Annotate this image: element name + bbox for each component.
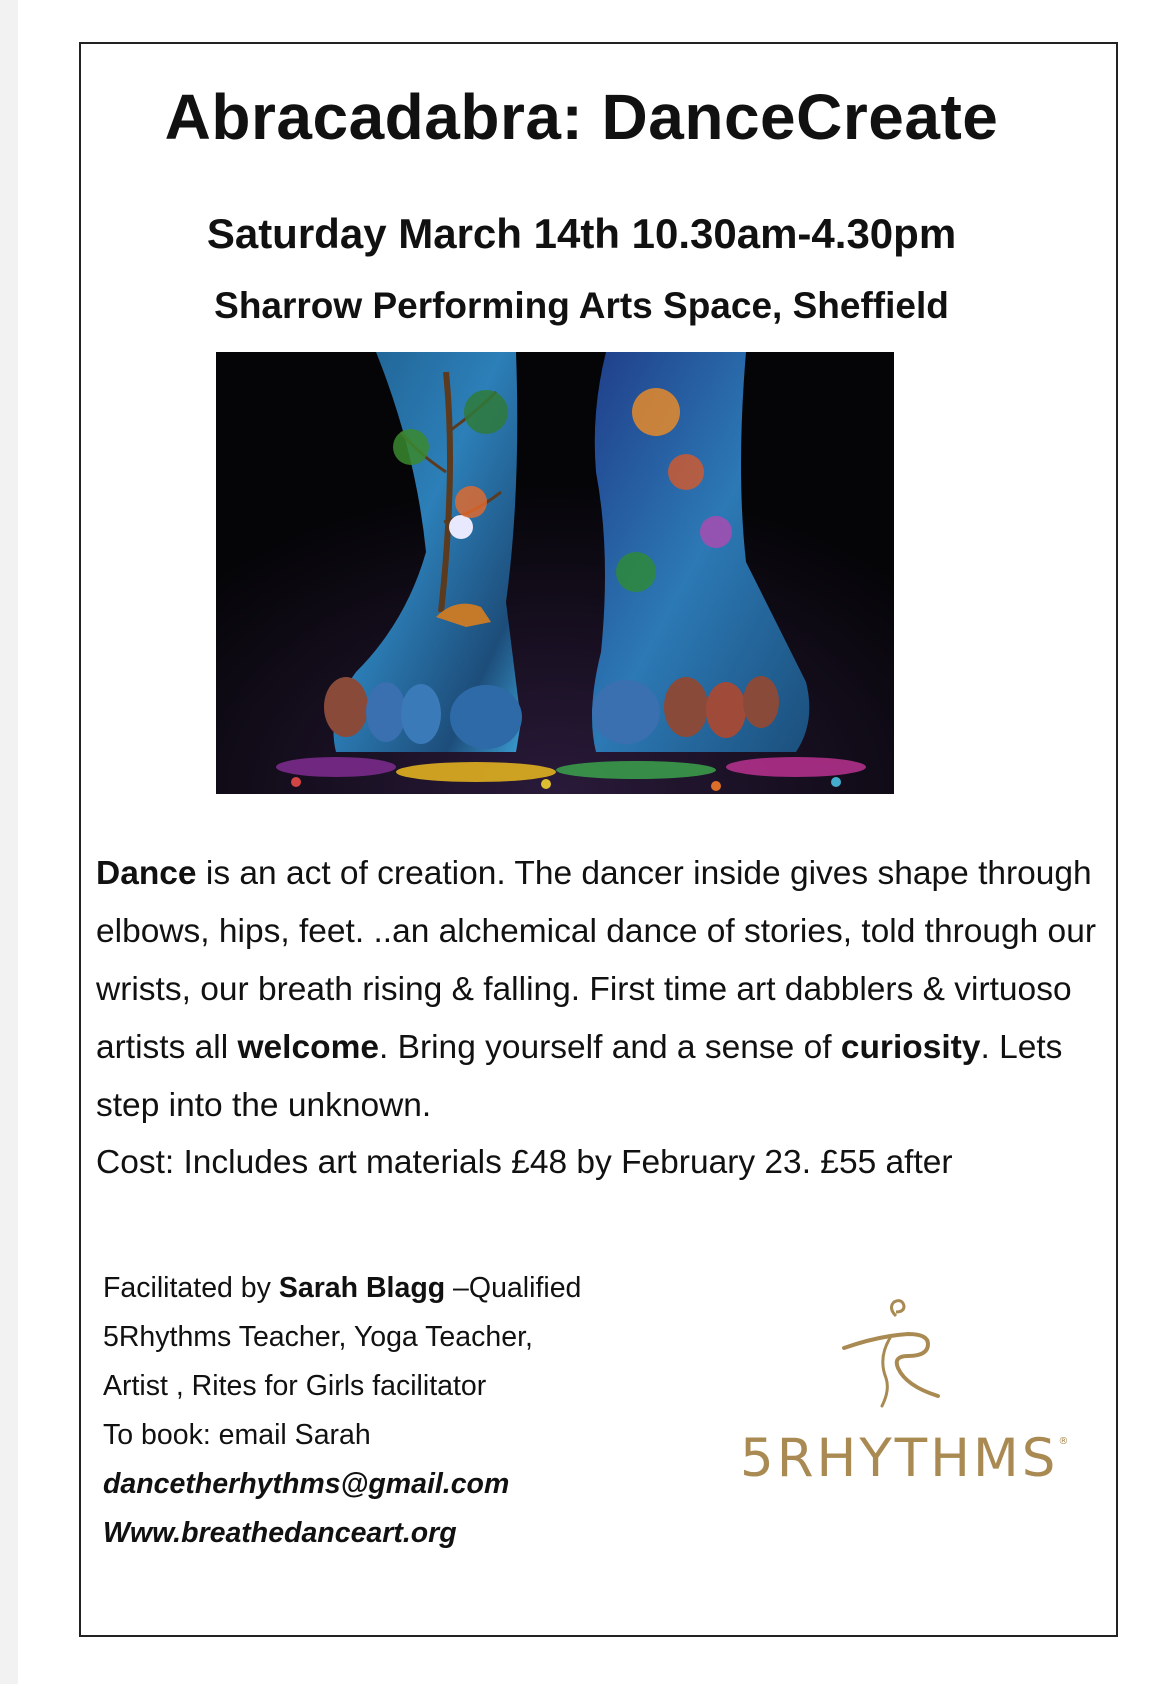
logo-text: 5RHYTHMS — [740, 1428, 1059, 1489]
event-date-time: Saturday March 14th 10.30am-4.30pm — [206, 210, 957, 257]
cost-line: Cost: Includes art materials £48 by February 23. £55 after — [96, 1144, 953, 1181]
event-venue: Sharrow Performing Arts Space, Sheffield — [214, 285, 949, 326]
description-text-1: is an act of creation. The dancer inside gives shape through elbows, hips, feet. ..an alchemical dance of stories, told through our wrists, our breath rising & falling. First time art dabblers & virtuoso artists all — [96, 855, 1096, 1066]
booking-email-link[interactable]: dancetherhythms@gmail.com — [103, 1468, 510, 1500]
description-text-2: . Bring yourself and a sense of — [379, 1029, 841, 1066]
description-paragraph — [96, 845, 1096, 1135]
facilitator-line — [103, 1264, 581, 1313]
qualified-suffix: –Qualified — [445, 1272, 582, 1304]
description-bold-curiosity: curiosity — [840, 1029, 981, 1066]
credentials-line-1: 5Rhythms Teacher, Yoga Teacher, — [103, 1321, 533, 1353]
logo-wordmark — [740, 1428, 1068, 1489]
painted-feet-image — [216, 352, 894, 794]
dancer-figure-icon — [838, 1298, 958, 1418]
flyer-title: Abracadabra: DanceCreate — [164, 81, 999, 153]
5rhythms-logo — [728, 1298, 1078, 1498]
facilitated-prefix: Facilitated by — [103, 1272, 279, 1304]
website-link[interactable]: Www.breathedanceart.org — [103, 1517, 457, 1549]
facilitator-name: Sarah Blagg — [278, 1272, 446, 1304]
booking-instruction: To book: email Sarah — [103, 1419, 371, 1451]
facilitator-credits — [103, 1264, 581, 1558]
description-text-3: . Lets step into the unknown. — [96, 1029, 1063, 1124]
description-bold-welcome: welcome — [237, 1029, 379, 1066]
credentials-line-2: Artist , Rites for Girls facilitator — [103, 1370, 487, 1402]
registered-mark: ® — [1058, 1436, 1069, 1447]
description-bold-dance: Dance — [96, 855, 197, 892]
painted-feet-illustration — [216, 352, 894, 794]
